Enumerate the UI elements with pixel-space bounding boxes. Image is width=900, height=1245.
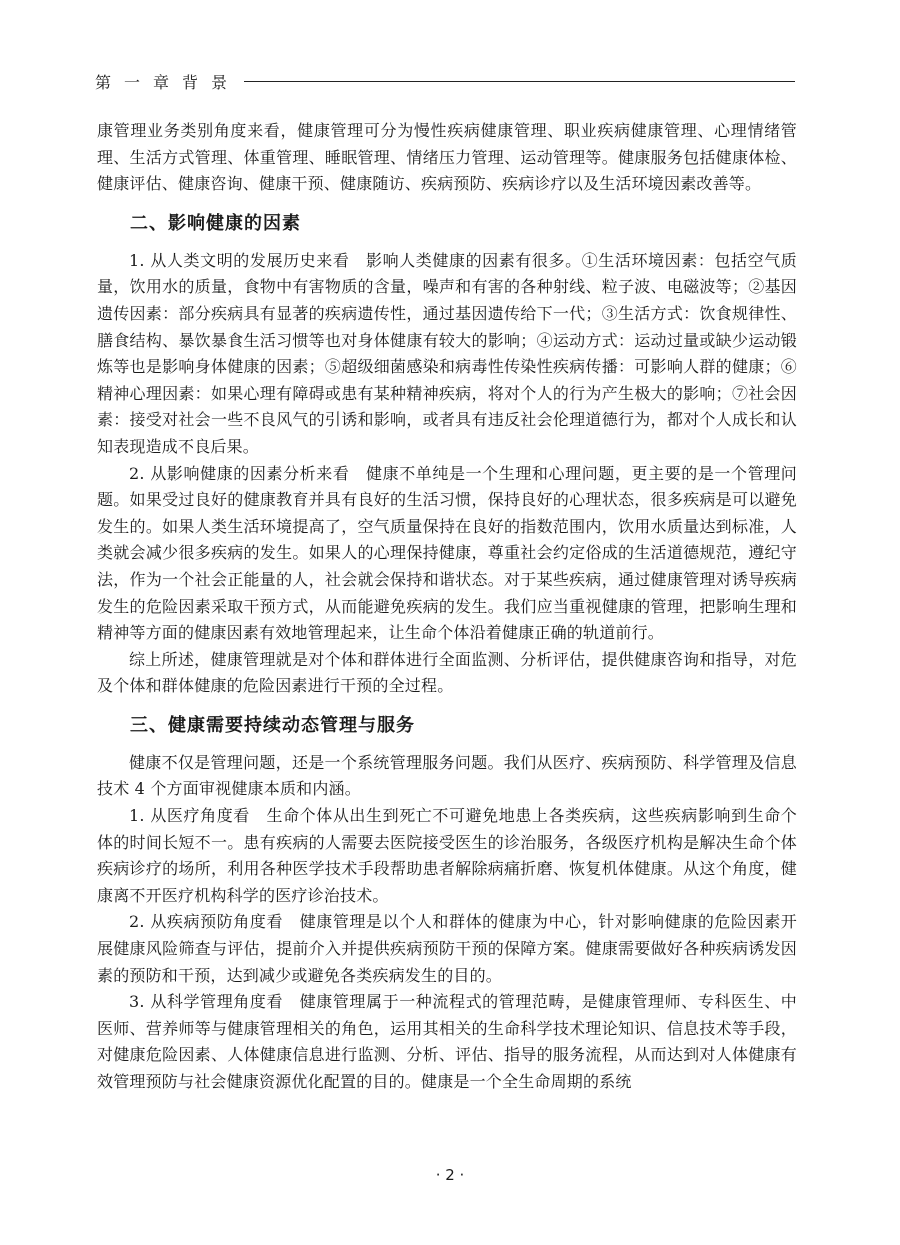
paragraph-prevention-view: 2. 从疾病预防角度看 健康管理是以个人和群体的健康为中心，针对影响健康的危险因素开展健康风险筛查与评估，提前介入并提供疾病预防干预的保障方案。健康需要做好各种疾病诱发因素的预防和干预，达到减少或避免各类疾病发生的目的。 [97, 912, 797, 985]
paragraph-system-service: 健康不仅是管理问题，还是一个系统管理服务问题。我们从医疗、疾病预防、科学管理及信息技术 4 个方面审视健康本质和内涵。 [97, 752, 797, 799]
running-header [95, 66, 795, 96]
section-heading-continuous-management: 三、健康需要持续动态管理与服务 [130, 714, 415, 736]
paragraph-management-view: 3. 从科学管理角度看 健康管理属于一种流程式的管理范畴，是健康管理师、专科医生、中医师、营养师等与健康管理相关的角色，运用其相关的生命科学技术理论知识、信息技术等手段，对健康危险因素、人体健康信息进行监测、分析、评估、指导的服务流程，从而达到对人体健康有效管理预防与社会健康资源优化配置的目的。健康是一个全生命周期的系统 [97, 992, 797, 1091]
page-body [97, 118, 797, 1096]
paragraph-summary: 综上所述，健康管理就是对个体和群体进行全面监测、分析评估，提供健康咨询和指导，对危及个体和群体健康的危险因素进行干预的全过程。 [97, 649, 797, 696]
paragraph-medical-view: 1. 从医疗角度看 生命个体从出生到死亡不可避免地患上各类疾病，这些疾病影响到生命个体的时间长短不一。患有疾病的人需要去医院接受医生的诊治服务，各级医疗机构是解决生命个体疾病诊疗的场所，利用各种医学技术手段帮助患者解除病痛折磨、恢复机体健康。从这个角度，健康离不开医疗机构科学的医疗诊治技术。 [97, 806, 797, 905]
intro-paragraph: 康管理业务类别角度来看，健康管理可分为慢性疾病健康管理、职业疾病健康管理、心理情绪管理、生活方式管理、体重管理、睡眠管理、情绪压力管理、运动管理等。健康服务包括健康体检、健康评估、健康咨询、健康干预、健康随访、疾病预防、疾病诊疗以及生活环境因素改善等。 [97, 121, 797, 194]
chapter-label: 第一章背景 [95, 72, 241, 92]
paragraph-civilization-history: 1. 从人类文明的发展历史来看 影响人类健康的因素有很多。①生活环境因素：包括空气质量，饮用水的质量，食物中有害物质的含量，噪声和有害的各种射线、粒子波、电磁波等；②基因遗传因素：部分疾病具有显著的疾病遗传性，通过基因遗传给下一代；③生活方式：饮食规律性、膳食结构、暴饮暴食生活习惯等也对身体健康有较大的影响；④运动方式：运动过量或缺少运动锻炼等也是影响身体健康的因素；⑤超级细菌感染和病毒性传染性疾病传播：可影响人群的健康；⑥精神心理因素：如果心理有障碍或患有某种精神疾病，将对个人的行为产生极大的影响；⑦社会因素：接受对社会一些不良风气的引诱和影响，或者具有违反社会伦理道德行为，都对个人成长和认知表现造成不良后果。 [97, 250, 797, 456]
page-number: · 2 · [435, 1166, 465, 1184]
paragraph-factor-analysis: 2. 从影响健康的因素分析来看 健康不单纯是一个生理和心理问题，更主要的是一个管理问题。如果受过良好的健康教育并具有良好的生活习惯，保持良好的心理状态，很多疾病是可以避免发生的。如果人类生活环境提高了，空气质量保持在良好的指数范围内，饮用水质量达到标准，人类就会减少很多疾病的发生。如果人的心理保持健康，尊重社会约定俗成的生活道德规范，遵纪守法，作为一个社会正能量的人，社会就会保持和谐状态。对于某些疾病，通过健康管理对诱导疾病发生的危险因素采取干预方式，从而能避免疾病的发生。我们应当重视健康的管理，把影响生理和精神等方面的健康因素有效地管理起来，让生命个体沿着健康正确的轨道前行。 [97, 463, 797, 643]
header-rule [244, 81, 795, 82]
section-heading-factors: 二、影响健康的因素 [130, 212, 301, 234]
